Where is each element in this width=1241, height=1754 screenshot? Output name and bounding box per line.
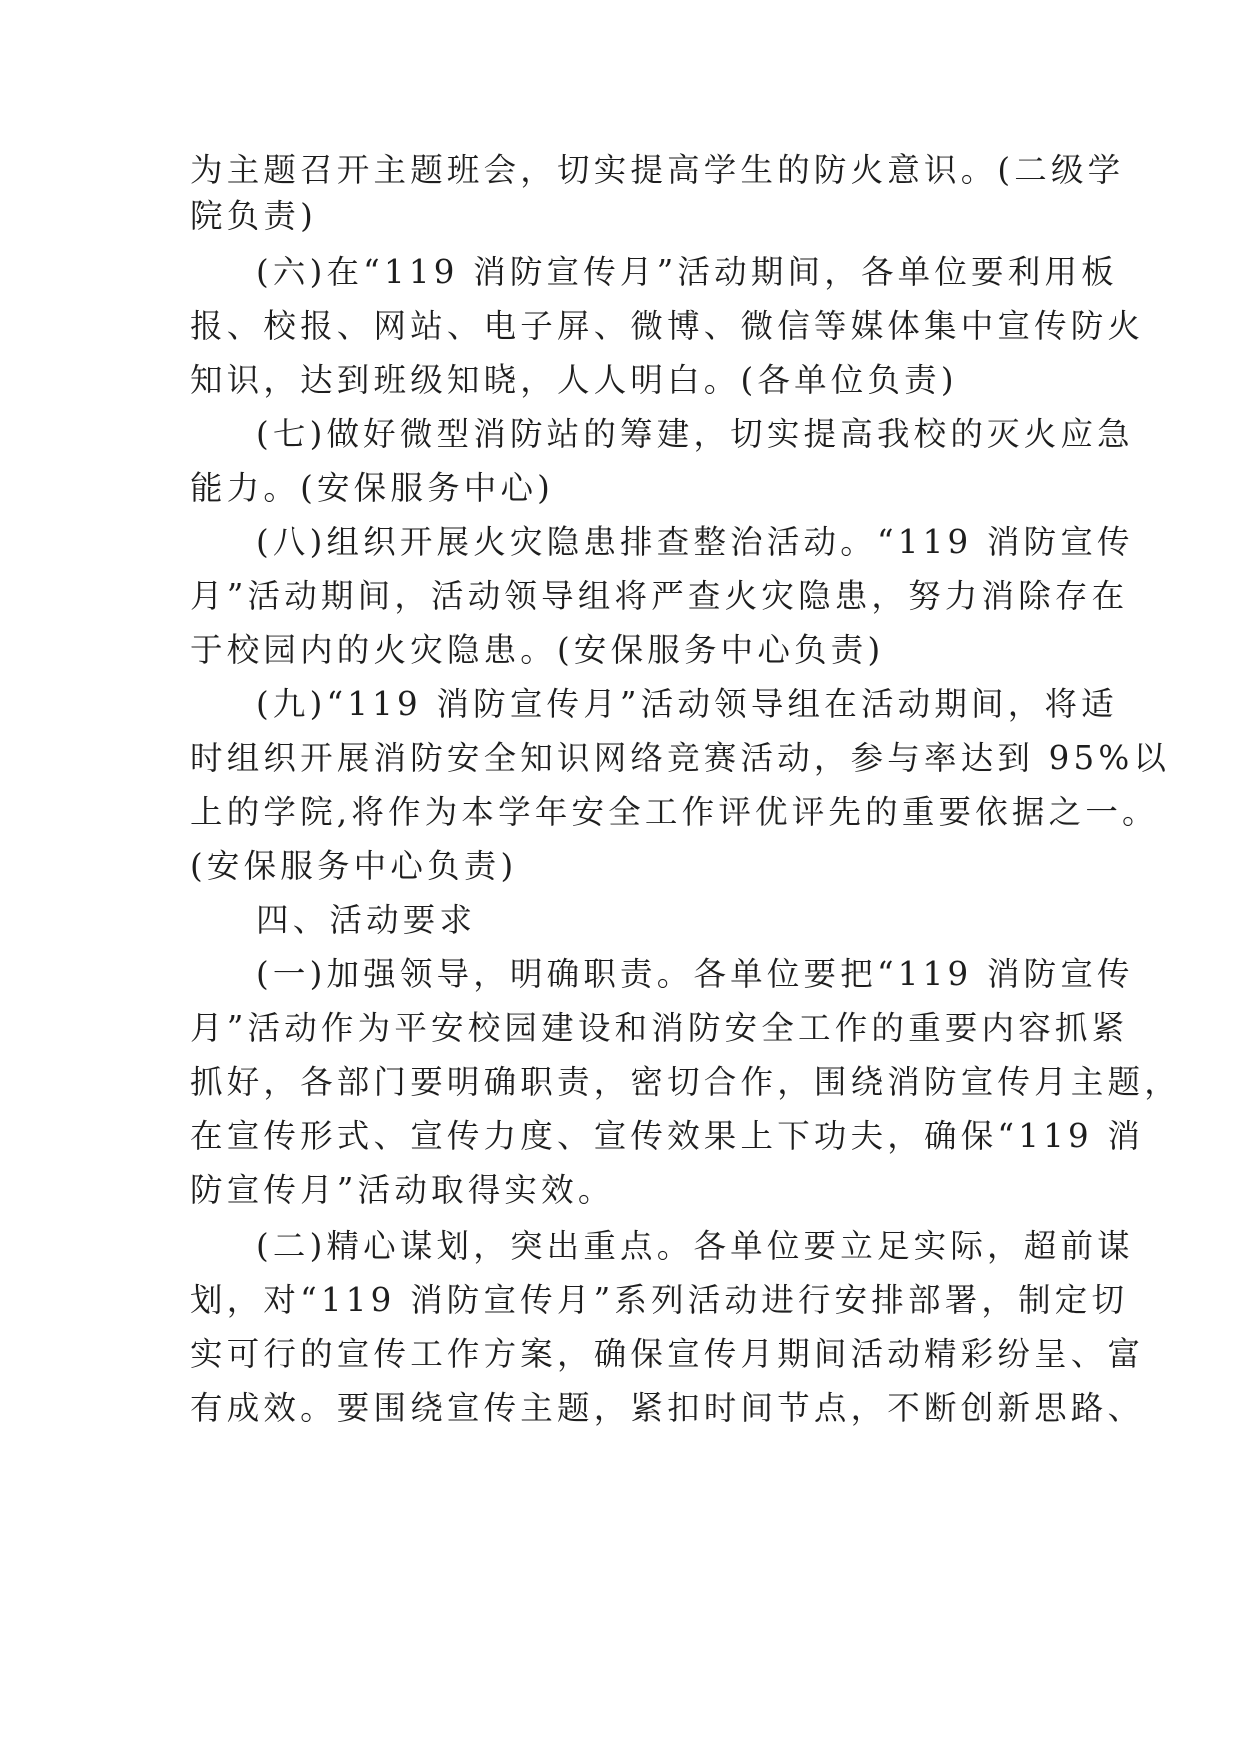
- text-line: 于校园内的火灾隐患。(安保服务中心负责): [190, 631, 885, 669]
- text-line: (八)组织开展火灾隐患排查整治活动。“119 消防宣传: [256, 523, 1134, 561]
- text-line: (一)加强领导，明确职责。各单位要把“119 消防宣传: [256, 955, 1134, 993]
- text-line: (九)“119 消防宣传月”活动领导组在活动期间，将适: [256, 685, 1118, 723]
- text-line: (安保服务中心负责): [190, 847, 518, 885]
- text-line: 知识，达到班级知晓，人人明白。(各单位负责): [190, 361, 958, 399]
- text-line: 防宣传月”活动取得实效。: [190, 1171, 615, 1209]
- text-line: 在宣传形式、宣传力度、宣传效果上下功夫，确保“119 消: [190, 1117, 1145, 1155]
- text-line: 上的学院,将作为本学年安全工作评优评先的重要依据之一。: [190, 793, 1159, 831]
- text-line: 月”活动作为平安校园建设和消防安全工作的重要内容抓紧: [190, 1009, 1129, 1047]
- text-line: (二)精心谋划，突出重点。各单位要立足实际，超前谋: [256, 1227, 1134, 1265]
- section-heading: 四、活动要求: [256, 901, 477, 939]
- text-line: 划，对“119 消防宣传月”系列活动进行安排部署，制定切: [190, 1281, 1129, 1319]
- text-line: 抓好，各部门要明确职责，密切合作，围绕消防宣传月主题，: [190, 1063, 1181, 1101]
- text-line: 月”活动期间，活动领导组将严查火灾隐患，努力消除存在: [190, 577, 1129, 615]
- text-line: (七)做好微型消防站的筹建，切实提高我校的灭火应急: [256, 415, 1134, 453]
- text-line: 报、校报、网站、电子屏、微博、微信等媒体集中宣传防火: [190, 307, 1145, 345]
- text-line: 能力。(安保服务中心): [190, 469, 555, 507]
- text-line: (六)在“119 消防宣传月”活动期间，各单位要利用板: [256, 253, 1118, 291]
- text-line: 有成效。要围绕宣传主题，紧扣时间节点，不断创新思路、: [190, 1389, 1145, 1427]
- text-line: 院负责): [190, 197, 317, 235]
- text-line: 为主题召开主题班会，切实提高学生的防火意识。(二级学: [190, 151, 1125, 189]
- text-line: 实可行的宣传工作方案，确保宣传月期间活动精彩纷呈、富: [190, 1335, 1145, 1373]
- text-line: 时组织开展消防安全知识网络竞赛活动，参与率达到 95%以: [190, 739, 1171, 777]
